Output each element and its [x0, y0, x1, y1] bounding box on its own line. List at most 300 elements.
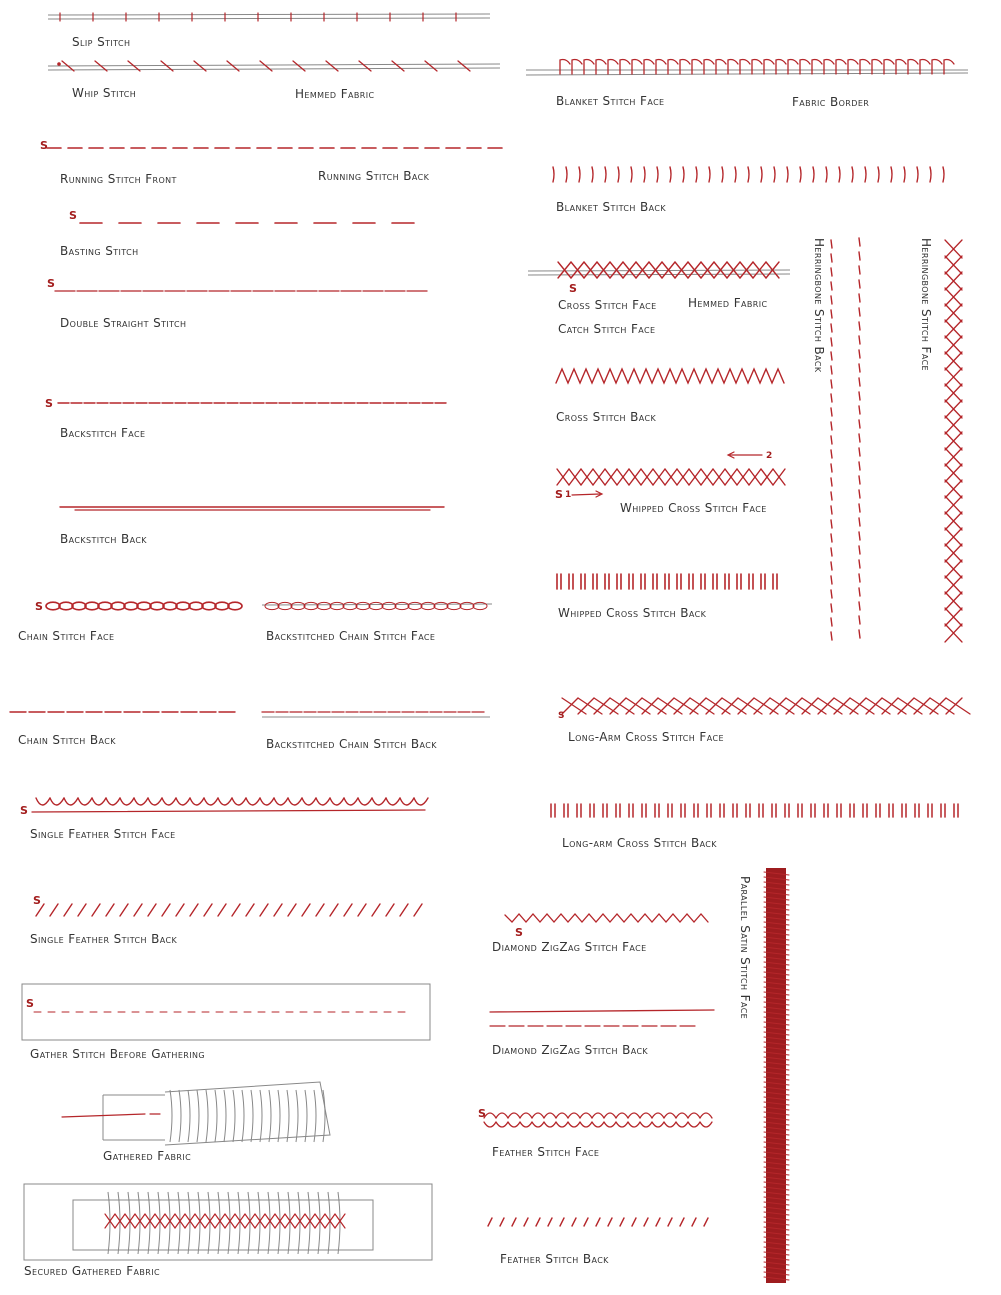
blanket-stitch [752, 60, 762, 75]
feather-loop [532, 1113, 544, 1118]
herringbone-back-mark [859, 616, 860, 624]
feather-back-mark [584, 1218, 588, 1226]
blanket-back-mark [943, 167, 944, 182]
blanket-stitch [836, 60, 846, 75]
long-arm-cross [882, 698, 898, 714]
feather-loop [688, 1113, 700, 1118]
blanket-back-mark [644, 167, 645, 182]
feather-loop [616, 1122, 628, 1127]
herringbone-back-mark [859, 378, 860, 386]
thread-stitches [10, 13, 970, 1283]
single-feather-back-mark [246, 904, 254, 916]
herringbone-back-mark [831, 352, 832, 360]
label-whipped-cross-back: Whipped Cross Stitch Back [558, 606, 707, 620]
herringbone-back-mark [831, 436, 832, 444]
gather-fold [215, 1090, 217, 1142]
diamond-zigzag [505, 914, 708, 922]
gather-fold [287, 1090, 289, 1142]
chain-loop [150, 602, 164, 610]
chain-loop [163, 602, 177, 610]
herringbone-back-mark [831, 422, 832, 430]
blanket-stitch [572, 60, 582, 75]
start-marker-double-straight: S [47, 277, 55, 290]
feather-loop [676, 1113, 688, 1118]
backstitched-chain-loop [447, 602, 461, 609]
herringbone-back-mark [831, 562, 832, 570]
feather-loop [520, 1122, 532, 1127]
blanket-back-mark [631, 167, 632, 182]
feather-loop [484, 1122, 496, 1127]
label-backstitch-back: Backstitch Back [60, 532, 147, 546]
blanket-back-mark [761, 167, 762, 182]
blanket-back-mark [878, 167, 879, 182]
whip-stitch-mark [425, 61, 437, 71]
single-feather-loop [232, 798, 246, 805]
gather-fold [179, 1090, 181, 1142]
long-arm-cross [946, 698, 962, 714]
blanket-back-mark [865, 167, 866, 182]
blanket-stitch [884, 60, 894, 75]
feather-back-mark [524, 1218, 528, 1226]
herringbone-back-mark [831, 380, 832, 388]
long-arm-cross [786, 698, 802, 714]
label-herringbone-back: Herringbone Stitch Back [812, 238, 826, 373]
herringbone-back-mark [831, 534, 832, 542]
blanket-stitch [704, 60, 714, 75]
feather-loop [508, 1113, 520, 1118]
fabric-edge [48, 14, 490, 15]
blanket-back-mark [813, 167, 814, 182]
herringbone-back-mark [831, 366, 832, 374]
label-backstitch-face: Backstitch Face [60, 426, 146, 440]
blanket-stitch [740, 60, 750, 75]
single-feather-loop [358, 798, 372, 805]
fabric-edge [48, 68, 500, 70]
feather-loop [688, 1122, 700, 1127]
long-arm-cross [594, 698, 610, 714]
blanket-back-mark [657, 167, 658, 182]
blanket-stitch [692, 60, 702, 75]
feather-back-mark [500, 1218, 504, 1226]
single-feather-loop [134, 798, 148, 805]
long-arm-cross [818, 698, 834, 714]
herringbone-back-mark [859, 420, 860, 428]
blanket-stitch [596, 60, 606, 75]
single-feather-back-mark [50, 904, 58, 916]
fabric-edge [48, 64, 500, 66]
single-feather-back-mark [64, 904, 72, 916]
gather-fold [251, 1090, 253, 1142]
start-marker-running: S [40, 139, 48, 152]
herringbone-back-mark [859, 336, 860, 344]
label-diamond-back: Diamond ZigZag Stitch Back [492, 1043, 649, 1057]
single-feather-loop [316, 798, 330, 805]
blanket-stitch [944, 60, 954, 75]
long-arm-cross [866, 698, 882, 714]
blanket-stitch [848, 60, 858, 75]
single-feather-loop [92, 798, 106, 805]
blanket-back-mark [917, 167, 918, 182]
label-gathered-fabric: Gathered Fabric [103, 1149, 192, 1163]
feather-back-mark [512, 1218, 516, 1226]
diamond-back-thread [490, 1010, 714, 1012]
herringbone-back-mark [831, 324, 832, 332]
herringbone-back-mark [859, 560, 860, 568]
single-feather-loop [400, 798, 414, 805]
backstitched-chain-loop [421, 602, 435, 609]
single-feather-back-mark [92, 904, 100, 916]
blanket-back-mark [930, 167, 931, 182]
feather-loop [628, 1113, 640, 1118]
feather-baseline [32, 810, 425, 812]
single-feather-loop [78, 798, 92, 805]
long-arm-cross [802, 698, 818, 714]
single-feather-back-mark [400, 904, 408, 916]
label-running-back: Running Stitch Back [318, 169, 430, 183]
herringbone-back-mark [831, 450, 832, 458]
blanket-stitch [716, 60, 726, 75]
gather-fold [206, 1090, 208, 1142]
blanket-stitch [908, 60, 918, 75]
herringbone-back-mark [859, 546, 860, 554]
feather-loop [640, 1113, 652, 1118]
feather-loop [496, 1113, 508, 1118]
herringbone-back-mark [831, 254, 832, 262]
long-arm-cross [738, 698, 754, 714]
blanket-back-mark [800, 167, 801, 182]
herringbone-back-mark [831, 576, 832, 584]
label-parallel-satin-face: Parallel Satin Stitch Face [738, 876, 752, 1020]
chain-loop [137, 602, 151, 610]
single-feather-loop [120, 798, 134, 805]
label-double-straight: Double Straight Stitch [60, 316, 187, 330]
single-feather-back-mark [162, 904, 170, 916]
chain-loop [176, 602, 190, 610]
whip-stitch-mark [359, 61, 371, 71]
whip-stitch-mark [458, 61, 470, 71]
gather-fold [197, 1090, 199, 1142]
single-feather-loop [260, 798, 274, 805]
feather-loop [616, 1113, 628, 1118]
gather-fold [242, 1090, 244, 1142]
herringbone-back-mark [831, 240, 832, 248]
feather-back-mark [596, 1218, 600, 1226]
start-marker-single-feather: S [20, 804, 28, 817]
single-feather-loop [274, 798, 288, 805]
label-long-arm-face: Long-Arm Cross Stitch Face [568, 730, 724, 744]
label-blanket-face: Blanket Stitch Face [556, 94, 665, 108]
single-feather-loop [148, 798, 162, 805]
chain-loop [85, 602, 99, 610]
blanket-back-mark [839, 167, 840, 182]
whip-stitch-mark [392, 61, 404, 71]
feather-loop [580, 1113, 592, 1118]
blanket-stitch [728, 60, 738, 75]
herringbone-back-mark [859, 266, 860, 274]
herringbone-back-mark [831, 506, 832, 514]
single-feather-back-mark [302, 904, 310, 916]
herringbone-back-mark [831, 296, 832, 304]
feather-loop [664, 1113, 676, 1118]
feather-loop [700, 1113, 712, 1118]
blanket-stitch [812, 60, 822, 75]
single-feather-loop [386, 798, 400, 805]
single-feather-loop [204, 798, 218, 805]
blanket-back-mark [605, 167, 606, 182]
feather-loop [508, 1122, 520, 1127]
whip-stitch-mark [326, 61, 338, 71]
single-feather-loop [246, 798, 260, 805]
feather-loop [640, 1122, 652, 1127]
herringbone-back-mark [831, 408, 832, 416]
blanket-stitch [776, 60, 786, 75]
label-diamond-face: Diamond ZigZag Stitch Face [492, 940, 647, 954]
feather-loop [580, 1122, 592, 1127]
herringbone-back-mark [859, 350, 860, 358]
herringbone-back-mark [859, 588, 860, 596]
blanket-back-mark [735, 167, 736, 182]
label-whip-stitch: Whip Stitch [72, 86, 137, 100]
blanket-stitch [764, 60, 774, 75]
blanket-stitch [608, 60, 618, 75]
single-feather-loop [414, 798, 428, 805]
gather-fold [233, 1090, 235, 1142]
feather-loop [556, 1113, 568, 1118]
single-feather-back-mark [148, 904, 156, 916]
single-feather-loop [106, 798, 120, 805]
gather-fold [269, 1090, 271, 1142]
gather-fold [296, 1090, 298, 1142]
start-marker-diamond: S [515, 926, 523, 939]
backstitched-chain-loop [278, 602, 292, 609]
whip-stitch-mark [293, 61, 305, 71]
blanket-back-mark [904, 167, 905, 182]
gather-fold [278, 1090, 280, 1142]
backstitched-chain-loop [460, 602, 474, 609]
backstitched-chain-loop [395, 602, 409, 609]
blanket-back-mark [592, 167, 593, 182]
long-arm-cross [834, 698, 850, 714]
herringbone-back-mark [859, 308, 860, 316]
feather-loop [520, 1113, 532, 1118]
feather-loop [544, 1122, 556, 1127]
fabric-edge [528, 270, 790, 271]
feather-back-mark [656, 1218, 660, 1226]
blanket-stitch [932, 60, 942, 75]
long-arm-cross [674, 698, 690, 714]
label-feather-back: Feather Stitch Back [500, 1252, 609, 1266]
label-catch-face: Catch Stitch Face [558, 322, 656, 336]
feather-back-mark [536, 1218, 540, 1226]
start-marker-feather: S [478, 1107, 486, 1120]
label-blanket-back: Blanket Stitch Back [556, 200, 667, 214]
blanket-back-mark [566, 167, 567, 182]
single-feather-back-mark [106, 904, 114, 916]
feather-back-mark [488, 1218, 492, 1226]
label-cross-face: Cross Stitch Face [558, 298, 657, 312]
blanket-stitch [668, 60, 678, 75]
step-marker-2: 2 [766, 451, 773, 461]
blanket-back-mark [670, 167, 671, 182]
single-feather-back-mark [372, 904, 380, 916]
herringbone-back-mark [831, 268, 832, 276]
herringbone-back-mark [859, 280, 860, 288]
blanket-back-mark [709, 167, 710, 182]
herringbone-back-mark [859, 322, 860, 330]
single-feather-loop [36, 798, 50, 805]
label-cross-back: Cross Stitch Back [556, 410, 657, 424]
start-marker-gather: S [26, 997, 34, 1010]
start-marker-whipped-cross: S [555, 488, 563, 501]
start-marker-backstitch: S [45, 397, 53, 410]
feather-back-mark [692, 1218, 696, 1226]
feather-loop [676, 1122, 688, 1127]
long-arm-cross [610, 698, 626, 714]
herringbone-back-mark [859, 238, 860, 246]
long-arm-cross [642, 698, 658, 714]
blanket-stitch [788, 60, 798, 75]
label-fabric-border: Fabric Border [792, 95, 870, 109]
gather-fold [314, 1090, 316, 1142]
blanket-back-mark [722, 167, 723, 182]
satin-column [766, 868, 786, 1283]
herringbone-back-mark [859, 476, 860, 484]
single-feather-back-mark [344, 904, 352, 916]
label-running-front: Running Stitch Front [60, 172, 177, 186]
single-feather-back-mark [78, 904, 86, 916]
gather-fold [170, 1090, 172, 1142]
feather-loop [652, 1113, 664, 1118]
gather-fold [188, 1090, 190, 1142]
chain-loop [59, 602, 73, 610]
single-feather-back-mark [316, 904, 324, 916]
chain-loop [202, 602, 216, 610]
backstitched-chain-loop [434, 602, 448, 609]
herringbone-back-mark [859, 434, 860, 442]
blanket-stitch [920, 60, 930, 75]
blanket-back-mark [683, 167, 684, 182]
label-feather-face: Feather Stitch Face [492, 1145, 600, 1159]
feather-back-mark [560, 1218, 564, 1226]
feather-loop [700, 1122, 712, 1127]
single-feather-back-mark [176, 904, 184, 916]
herringbone-back-mark [831, 548, 832, 556]
feather-loop [592, 1113, 604, 1118]
feather-loop [628, 1122, 640, 1127]
blanket-stitch [584, 60, 594, 75]
blanket-back-mark [852, 167, 853, 182]
chain-loop [46, 602, 60, 610]
feather-loop [568, 1113, 580, 1118]
single-feather-back-mark [204, 904, 212, 916]
label-hemmed-fabric: Hemmed Fabric [295, 87, 375, 101]
backstitched-chain-loop [330, 602, 344, 609]
herringbone-back-mark [831, 478, 832, 486]
single-feather-loop [218, 798, 232, 805]
feather-back-mark [572, 1218, 576, 1226]
backstitched-chain-loop [408, 602, 422, 609]
feather-loop [544, 1113, 556, 1118]
single-feather-back-mark [190, 904, 198, 916]
feather-loop [664, 1122, 676, 1127]
feather-back-mark [632, 1218, 636, 1226]
herringbone-back-mark [831, 618, 832, 626]
long-arm-cross [898, 698, 914, 714]
start-marker-basting: S [69, 209, 77, 222]
backstitched-chain-loop [291, 602, 305, 609]
label-single-feather-face: Single Feather Stitch Face [30, 827, 176, 841]
label-hemmed-fabric-2: Hemmed Fabric [688, 296, 768, 310]
start-marker-cross: S [569, 282, 577, 295]
fabric-edge [526, 73, 968, 75]
herringbone-back-mark [831, 464, 832, 472]
blanket-back-mark [774, 167, 775, 182]
herringbone-back-mark [831, 338, 832, 346]
single-feather-loop [372, 798, 386, 805]
long-arm-cross [770, 698, 786, 714]
feather-loop [604, 1113, 616, 1118]
single-feather-back-mark [232, 904, 240, 916]
label-chain-face: Chain Stitch Face [18, 629, 115, 643]
gather-fold [305, 1090, 307, 1142]
feather-back-mark [704, 1218, 708, 1226]
chain-loop [124, 602, 138, 610]
blanket-back-mark [553, 167, 554, 182]
fabric-edge [262, 604, 492, 605]
feather-loop [592, 1122, 604, 1127]
backstitched-chain-loop [343, 602, 357, 609]
feather-back-mark [608, 1218, 612, 1226]
herringbone-back-mark [831, 590, 832, 598]
herringbone-back-mark [859, 364, 860, 372]
single-feather-back-mark [386, 904, 394, 916]
blanket-stitch [800, 60, 810, 75]
single-feather-back-mark [288, 904, 296, 916]
single-feather-loop [302, 798, 316, 805]
herringbone-back-mark [859, 532, 860, 540]
blanket-stitch [656, 60, 666, 75]
herringbone-back-mark [859, 518, 860, 526]
feather-loop [556, 1122, 568, 1127]
gather-fold [260, 1090, 262, 1142]
feather-back-mark [548, 1218, 552, 1226]
chain-loop [111, 602, 125, 610]
long-arm-cross [754, 698, 770, 714]
herringbone-back-mark [831, 520, 832, 528]
blanket-stitch [872, 60, 882, 75]
blanket-stitch [644, 60, 654, 75]
herringbone-back-mark [859, 630, 860, 638]
backstitched-chain-loop [304, 602, 318, 609]
herringbone-back-mark [859, 574, 860, 582]
herringbone-back-mark [831, 492, 832, 500]
blanket-back-mark [787, 167, 788, 182]
single-feather-back-mark [218, 904, 226, 916]
long-arm-cross [722, 698, 738, 714]
feather-loop [496, 1122, 508, 1127]
label-basting: Basting Stitch [60, 244, 139, 258]
backstitched-chain-loop [356, 602, 370, 609]
long-arm-cross [578, 698, 594, 714]
herringbone-back-mark [831, 282, 832, 290]
long-arm-cross [658, 698, 674, 714]
herringbone-back-mark [859, 448, 860, 456]
herringbone-back-mark [831, 632, 832, 640]
step-marker-1: 1 [565, 490, 572, 500]
blanket-stitch [824, 60, 834, 75]
fabric-edge [48, 18, 490, 19]
long-arm-cross [706, 698, 722, 714]
